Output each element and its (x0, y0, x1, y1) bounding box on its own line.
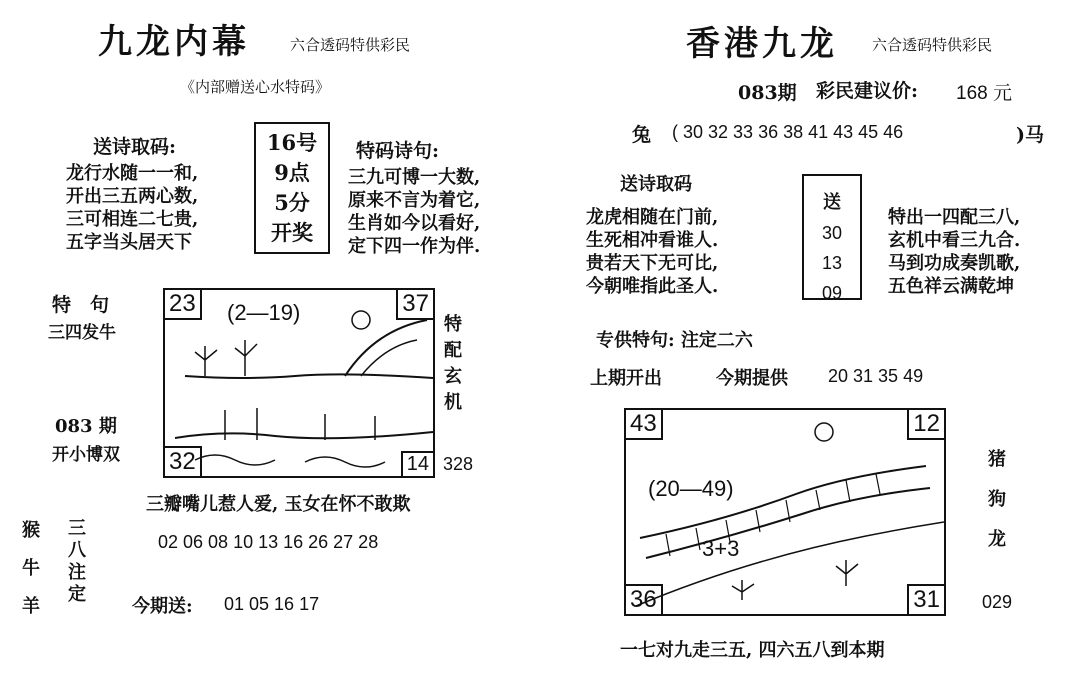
corner-number: 23 (165, 290, 202, 320)
poem-line: 开出三五两心数, (66, 186, 199, 207)
right-picture (624, 408, 946, 616)
right-sketch (626, 410, 944, 614)
right-zodiac-list (986, 440, 1008, 560)
draw-day: 16号 (266, 130, 318, 155)
side-vertical-text: 特配玄机 (444, 314, 462, 413)
special-line: 专供特句: 注定二六 (596, 330, 753, 351)
left-side-number: 328 (443, 454, 474, 474)
draw-label: 开奖 (271, 220, 313, 245)
range-numbers: ( 30 32 33 36 38 41 43 45 46 (672, 122, 904, 142)
range-right-zodiac: )马 (1016, 124, 1044, 146)
poem-line: 三可相连二七贵, (66, 209, 199, 230)
zodiac: 羊 (22, 596, 40, 617)
left-tagline: 六合透码特供彩民 (290, 36, 411, 54)
send-number: 13 (821, 253, 843, 273)
send-label: 送 (823, 192, 841, 213)
special-poem-heading: 特码诗句: (356, 140, 440, 162)
special-poem (348, 166, 480, 258)
draw-time-box (254, 122, 330, 254)
draw-minute: 5分 (274, 190, 310, 215)
zodiac: 狗 (988, 489, 1006, 510)
draw-hour: 9点 (274, 160, 310, 185)
poem-line: 龙行水随一一和, (66, 163, 199, 184)
this-period-numbers: 20 31 35 49 (828, 366, 924, 386)
poem-line: 龙虎相随在门前, (586, 207, 719, 228)
right-tagline: 六合透码特供彩民 (872, 36, 993, 54)
corner-number: 12 (907, 410, 944, 440)
right-footer: 一七对九走三五, 四六五八到本期 (620, 640, 885, 661)
zodiac: 猴 (22, 520, 40, 541)
this-period-label: 今期提供 (716, 368, 788, 389)
te-ju-value: 三四发牛 (48, 323, 116, 343)
te-ju-label: 特 句 (52, 294, 110, 316)
range-left-zodiac: 兔 (632, 124, 652, 146)
sketch-scrawl: 3+3 (702, 536, 740, 561)
poem-line: 五色祥云满乾坤 (888, 276, 1014, 297)
send-box (802, 174, 862, 303)
right-period: 083期 (738, 82, 797, 104)
poem-line: 玄机中看三九合. (888, 230, 1021, 251)
send-number: 30 (821, 223, 843, 243)
left-subheader: 《内部赠送心水特码》 (180, 78, 331, 96)
note-vertical-text: 三八注定 (68, 518, 86, 605)
price-value: 168 元 (956, 83, 1012, 104)
period-tip: 开小博双 (52, 445, 120, 465)
corner-number: 43 (626, 410, 663, 440)
sketch-scrawl: (2—19) (227, 300, 301, 325)
poem-line: 五字当头居天下 (66, 232, 192, 253)
poem-line: 马到功成奏凯歌, (888, 253, 1021, 274)
right-poem-heading: 送诗取码 (620, 174, 692, 195)
left-poem (66, 162, 198, 254)
left-picture (163, 288, 435, 478)
price-label: 彩民建议价: (816, 80, 919, 102)
corner-number: 32 (165, 446, 202, 476)
poem-line: 定下四一作为伴. (348, 236, 481, 257)
poem-line: 贵若天下无可比, (586, 253, 719, 274)
sketch-scrawl: (20—49) (648, 476, 734, 501)
left-poem-heading: 送诗取码: (93, 136, 177, 158)
left-verse: 三瓣嘴儿惹人爱, 玉女在怀不敢欺 (146, 494, 411, 515)
poem-line: 原来不言为着它, (348, 190, 481, 211)
right-side-number: 029 (982, 592, 1013, 612)
poem-line: 今朝唯指此圣人. (586, 276, 719, 297)
left-number-list: 02 06 08 10 13 16 26 27 28 (158, 532, 379, 552)
poem-line: 生死相冲看谁人. (586, 230, 719, 251)
send-number: 09 (821, 283, 843, 303)
left-title: 九龙内幕 (98, 22, 250, 62)
corner-number: 31 (907, 584, 944, 614)
left-period: 083 期 (55, 416, 117, 437)
zodiac: 牛 (22, 558, 40, 579)
right-poem (586, 206, 718, 298)
right-title: 香港九龙 (686, 24, 838, 64)
corner-number: 37 (396, 290, 433, 320)
corner-number: 14 (401, 451, 433, 476)
corner-number: 36 (626, 584, 663, 614)
zodiac-list (20, 512, 42, 626)
zodiac: 龙 (988, 529, 1006, 550)
last-period-label: 上期开出 (590, 368, 662, 389)
poem-line: 三九可博一大数, (348, 167, 481, 188)
right-poem-2 (888, 206, 1020, 298)
today-numbers: 01 05 16 17 (224, 594, 320, 614)
poem-line: 特出一四配三八, (888, 207, 1021, 228)
poem-line: 生肖如今以看好, (348, 213, 481, 234)
today-label: 今期送: (132, 596, 193, 617)
zodiac: 猪 (988, 449, 1006, 470)
